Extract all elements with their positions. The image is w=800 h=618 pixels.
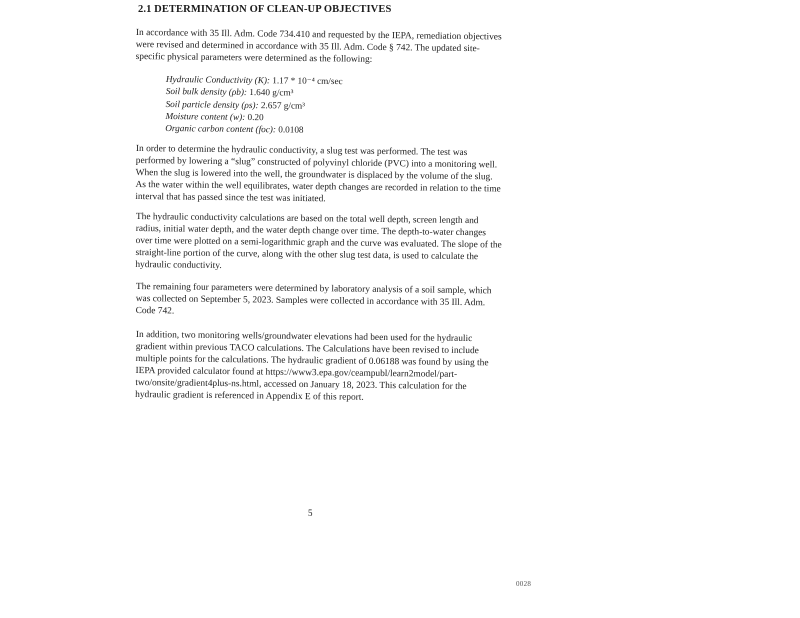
- parameter-name: Organic carbon content (foc):: [165, 123, 277, 135]
- parameter-name: Soil bulk density (ρb):: [165, 86, 248, 98]
- hydraulic-gradient-paragraph: In addition, two monitoring wells/groundwater elevations had been used for the hydraulic gradient within previous TACO calculations. The Calculations have been revised to include multiple points for the calculations. The hydraulic gradient of 0.06188 was found by using the IEPA provided calculator found at https://www3.epa.gov/ceampubl/learn2model/part-two/onsite/gradient4plus-ns.html, accessed on January 18, 2023. This calculation for the hydraulic gradient is referenced in Appendix E of this report.: [135, 330, 489, 403]
- parameter-name: Soil particle density (ρs):: [165, 98, 259, 110]
- slug-test-paragraph: In order to determine the hydraulic conductivity, a slug test was performed. The test was performed by lowering a “slug” constructed of polyvinyl chloride (PVC) into a monitoring well. When the slug is lowered into the well, the groundwater is displaced by the volume of the slug. As the water within the well equilibrates, water depth changes are recorded in relation to the time interval that has passed since the test was initiated.: [135, 144, 501, 204]
- conductivity-calculation-paragraph: The hydraulic conductivity calculations are based on the total well depth, screen length and radius, initial water depth, and the water depth change over time. The depth-to-water changes over time were plotted on a semi-logarithmic graph and the curve was evaluated. The slope of the straight-line portion of the curve, along with the other slug test data, is used to calculate the hydraulic conductivity.: [135, 212, 502, 271]
- page-number: 5: [308, 508, 313, 518]
- parameter-value: 2.657 g/cm³: [260, 99, 306, 111]
- parameter-value: 0.20: [247, 111, 264, 123]
- bates-number: 0028: [516, 580, 532, 588]
- laboratory-analysis-paragraph: The remaining four parameters were determined by laboratory analysis of a soil sample, which was collected on September 5, 2023. Samples were collected in accordance with 35 Ill. Adm. Code 742.: [135, 282, 492, 317]
- parameter-value: 1.640 g/cm³: [249, 87, 294, 98]
- parameter-list: [165, 73, 342, 137]
- intro-paragraph: In accordance with 35 Ill. Adm. Code 734.410 and requested by the IEPA, remediation objectives were revised and determined in accordance with 35 Ill. Adm. Code § 742. The updated site-specific physical parameters were determined as the following:: [135, 28, 502, 65]
- parameter-value: 0.0108: [278, 124, 304, 135]
- parameter-name: Moisture content (w):: [165, 110, 246, 122]
- section-heading: 2.1 DETERMINATION OF CLEAN-UP OBJECTIVES: [138, 4, 392, 15]
- parameter-value: 1.17 * 10⁻⁴ cm/sec: [272, 75, 343, 87]
- parameter-name: Hydraulic Conductivity (K):: [165, 73, 271, 86]
- parameter-row-organic-carbon: [165, 122, 342, 136]
